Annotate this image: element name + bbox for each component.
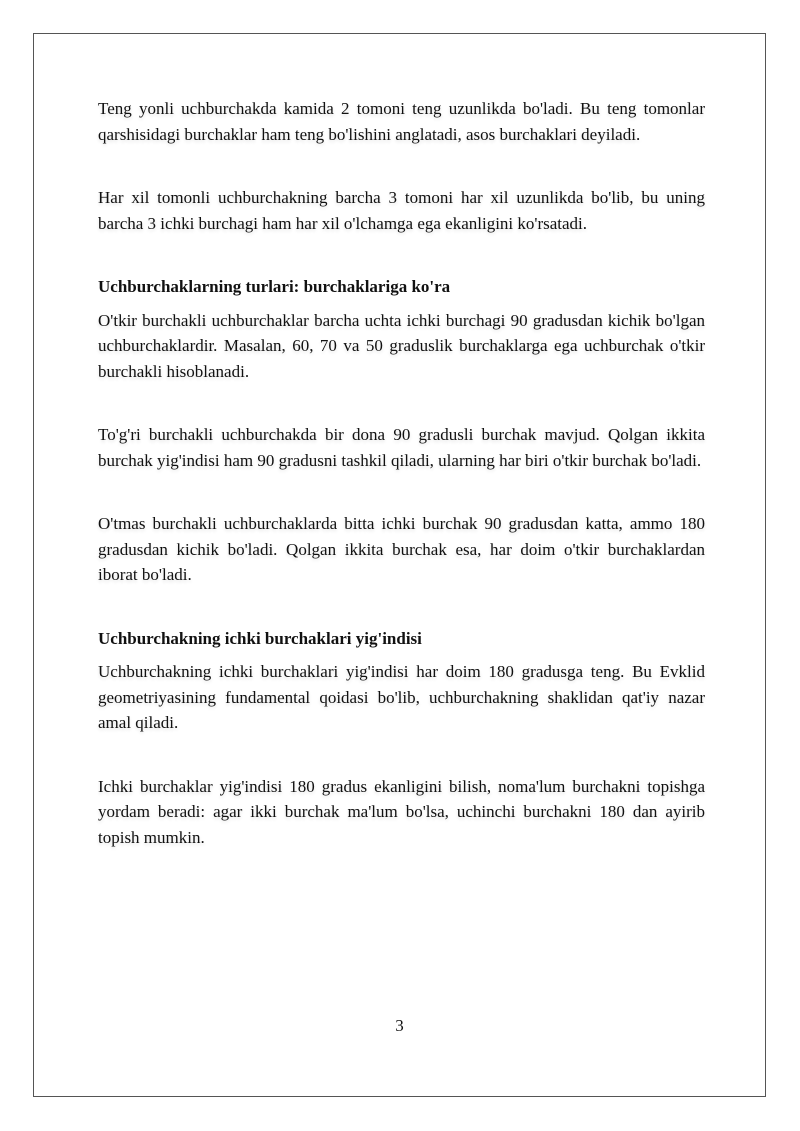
paragraph-right: To'g'ri burchakli uchburchakda bir dona 90 gradusli burchak mavjud. Qolgan ikkita burchak yig'indisi ham 90 gradusni tashkil qiladi, ularning har biri o'tkir burchak bo'ladi. — [98, 425, 705, 470]
paragraph-acute: O'tkir burchakli uchburchaklar barcha uchta ichki burchagi 90 gradusdan kichik bo'lgan uchburchaklardir. Masalan, 60, 70 va 50 graduslik burchaklarga ega uchburchak o'tkir burchakli hisoblanadi. — [98, 310, 705, 381]
paragraph-unknown-angle: Ichki burchaklar yig'indisi 180 gradus ekanligini bilish, noma'lum burchakni topishga yordam beradi: agar ikki burchak ma'lum bo'lsa, uchinchi burchakni 180 dan ayirib topish mumkin. — [98, 776, 705, 847]
heading-types-by-angles: Uchburchaklarning turlari: burchaklariga ko'ra — [98, 277, 451, 296]
document-page — [33, 33, 766, 1097]
paragraph-isosceles: Teng yonli uchburchakda kamida 2 tomoni teng uzunlikda bo'ladi. Bu teng tomonlar qarshisidagi burchaklar ham teng bo'lishini anglatadi, asos burchaklari deyiladi. — [98, 99, 705, 144]
page-number: 3 — [395, 1016, 404, 1035]
heading-angle-sum: Uchburchakning ichki burchaklari yig'indisi — [98, 628, 422, 648]
page-content — [98, 96, 705, 850]
paragraph-angle-sum: Uchburchakning ichki burchaklari yig'indisi har doim 180 gradusga teng. Bu Evklid geometriyasining fundamental qoidasi bo'lib, uchburchakning shaklidan qat'iy nazar amal qiladi. — [98, 662, 705, 732]
paragraph-obtuse: O'tmas burchakli uchburchaklarda bitta ichki burchak 90 gradusdan katta, ammo 180 gradusdan kichik bo'ladi. Qolgan ikkita burchak esa, har doim o'tkir burchaklardan iborat bo'ladi. — [98, 514, 705, 584]
paragraph-scalene: Har xil tomonli uchburchakning barcha 3 tomoni har xil uzunlikda bo'lib, bu uning barcha 3 ichki burchagi ham har xil o'lchamga ega ekanligini ko'rsatadi. — [98, 188, 705, 233]
